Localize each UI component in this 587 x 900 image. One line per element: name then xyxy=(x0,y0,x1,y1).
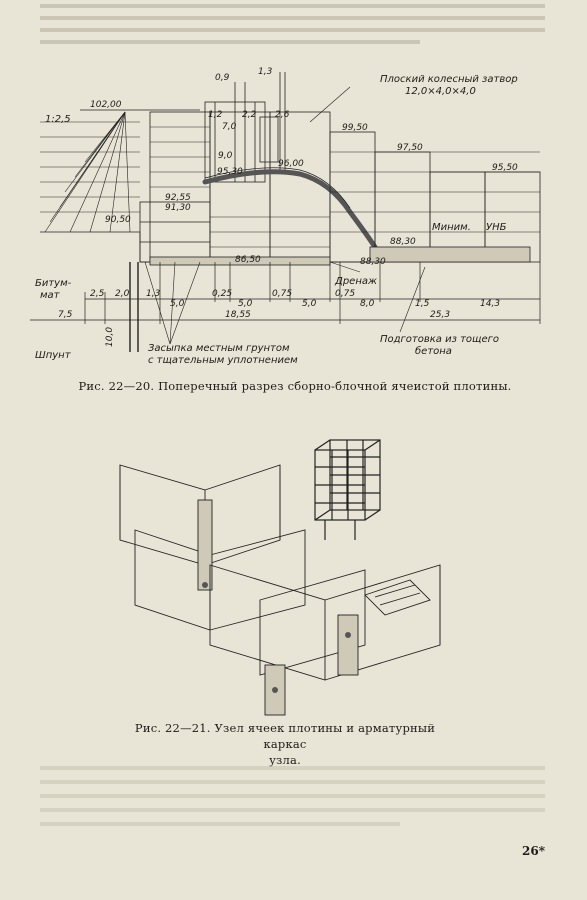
dim-b-14-3: 14,3 xyxy=(480,299,501,309)
dim-2-6: 2,6 xyxy=(275,110,290,120)
dim-b-8-0: 8,0 xyxy=(360,299,375,309)
bedding-label-b: бетона xyxy=(415,346,452,357)
min-lwl-label-b: УНБ xyxy=(486,222,507,233)
rebar-cage-drawing xyxy=(315,440,380,540)
figure-22-21-caption-line2: узла. xyxy=(269,753,301,767)
dim-b-1-5: 1,5 xyxy=(415,299,430,309)
elevation-99-5: 99,50 xyxy=(342,123,368,133)
upstream-slope-hatching xyxy=(40,112,140,232)
dim-7-0: 7,0 xyxy=(222,122,237,132)
dim-top1: 0,9 xyxy=(215,73,230,83)
dim-top2: 1,3 xyxy=(258,67,273,77)
slope-label: 1:2,5 xyxy=(45,114,71,125)
dim-b-0-75-b: 0,75 xyxy=(335,289,356,299)
backfill-label-b: с тщательным уплотнением xyxy=(148,355,298,366)
elevation-97-5: 97,50 xyxy=(397,143,423,153)
bleed-through-text-lower xyxy=(0,760,587,835)
dim-b-5-0-b: 5,0 xyxy=(238,299,253,309)
elevation-95-5: 95,50 xyxy=(492,163,518,173)
dim-b-2-5: 2,5 xyxy=(90,289,105,299)
dim-b-2-0: 2,0 xyxy=(115,289,130,299)
dim-9-0: 9,0 xyxy=(218,151,233,161)
elevation-102: 102,00 xyxy=(90,100,122,110)
elevation-95-3: 95,30 xyxy=(217,167,243,177)
bedding-label-a: Подготовка из тощего xyxy=(380,334,499,345)
dim-l-25-3: 25,3 xyxy=(430,310,451,320)
bitumen-label-a: Битум- xyxy=(35,278,72,289)
gate-label: Плоский колесный затвор xyxy=(380,74,518,85)
elevation-88-3-a: 88,30 xyxy=(390,237,416,247)
bitumen-label-b: мат xyxy=(40,290,60,301)
dim-b-5-0-c: 5,0 xyxy=(302,299,317,309)
dim-l-7-5: 7,5 xyxy=(58,310,73,320)
dim-l-18-55: 18,55 xyxy=(225,310,251,320)
sheet-pile-label: Шпунт xyxy=(35,350,71,361)
figure-22-20-caption: Рис. 22—20. Поперечный разрез сборно-блочной ячеистой плотины. xyxy=(78,379,512,393)
dim-v-10-0: 10,0 xyxy=(105,326,115,347)
dim-b-0-75-a: 0,75 xyxy=(272,289,293,299)
min-lwl-label-a: Миним. xyxy=(432,222,471,233)
dim-b-5-0-a: 5,0 xyxy=(170,299,185,309)
elevation-92-55: 92,55 xyxy=(165,193,191,203)
dam-cell-node-figure xyxy=(110,435,460,720)
dim-b-0-25: 0,25 xyxy=(212,289,233,299)
dam-cross-section-figure xyxy=(30,62,550,372)
elevation-88-3-b: 88,30 xyxy=(360,257,386,267)
dim-b-1-3: 1,3 xyxy=(146,289,161,299)
backfill-label-a: Засыпка местным грунтом xyxy=(148,343,290,354)
dim-2-2: 2,2 xyxy=(242,110,257,120)
figure-22-21-caption-line1: Рис. 22—21. Узел ячеек плотины и арматурный каркас xyxy=(134,721,436,751)
elevation-86-5: 86,50 xyxy=(235,255,261,265)
dim-1-2: 1,2 xyxy=(208,110,223,120)
drainage-label: Дренаж xyxy=(335,276,377,287)
gate-size-label: 12,0×4,0×4,0 xyxy=(405,86,476,97)
page-number: 26* xyxy=(522,844,545,858)
bleed-through-text xyxy=(0,0,587,60)
elevation-96: 96,00 xyxy=(278,159,304,169)
elevation-91-3: 91,30 xyxy=(165,203,191,213)
elevation-90-5: 90,50 xyxy=(105,215,131,225)
